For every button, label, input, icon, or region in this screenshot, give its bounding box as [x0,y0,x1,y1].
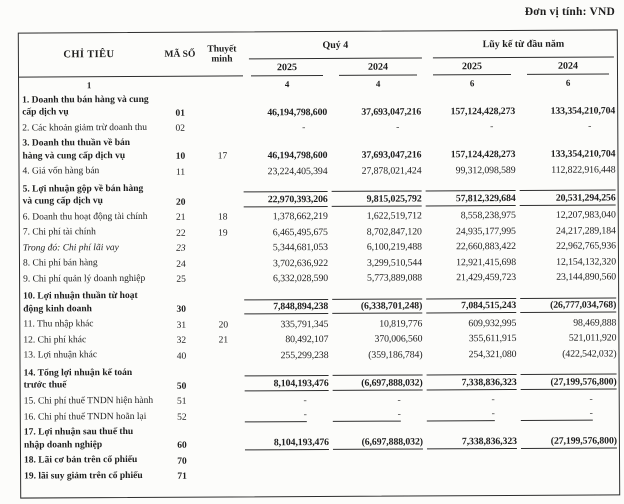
row-value-text: 3,299,510,544 [366,256,423,269]
row-value-text: 22,660,883,422 [456,240,516,253]
row-value-ytd-2024 [520,332,618,344]
row-value-text: - [396,121,400,133]
row-value-q4-2024 [332,349,426,360]
column-index: 1 [86,79,92,90]
header-group-quy4: Quý 4 [249,31,422,59]
row-value-q4-2024 [332,257,426,268]
row-code: 32 [176,335,187,346]
row-value-text [245,480,329,481]
column-index: 6 [565,77,571,88]
row-value-text [333,479,423,480]
row-value-text [427,463,517,464]
row-value-text: (26,777,034,768) [520,297,616,313]
row-code: 11 [175,167,186,178]
row-value-text: 5,773,889,088 [366,272,423,284]
row-value-ytd-2024 [521,407,619,421]
row-value-text: (6,338,701,248) [332,298,422,314]
row-value-text: 355,611,915 [468,332,517,345]
row-note: 20 [218,319,229,331]
table-row [19,161,617,180]
row-value-text: 1,378,662,219 [272,210,328,223]
row-value-text [427,479,517,480]
row-value-ytd-2025 [427,479,521,480]
row-value-text: 37,693,047,216 [361,149,422,161]
row-value-text: - [491,394,495,406]
table-row [20,286,618,317]
row-value-ytd-2025 [426,297,520,313]
row-label: 2. Các khoản giảm trừ doanh thu [22,122,147,134]
row-code: 60 [177,440,187,451]
row-value-q4-2025 [245,464,333,465]
row-value-q4-2024 [332,241,426,252]
row-value-text: (6,697,888,032) [333,374,423,390]
unit-label: Đơn vị tính: VND [524,6,615,18]
row-code: 25 [176,274,186,285]
row-value-q4-2025 [245,395,333,406]
row-note: 19 [218,227,228,239]
row-value-text: - [588,120,592,132]
row-value-text: 133,354,210,704 [550,148,616,160]
row-value-text: 7,338,836,323 [427,436,517,449]
table-row [21,362,619,393]
row-value-text: 20,531,294,256 [520,189,616,205]
row-value-q4-2025 [243,165,331,176]
row-value-q4-2025 [244,318,332,329]
row-code: 01 [175,108,185,119]
row-value-text: 521,011,920 [568,332,617,344]
row-value-ytd-2025 [426,190,520,206]
row-value-text: - [397,394,401,406]
row-value-ytd-2024 [519,164,617,176]
row-value-ytd-2025 [427,463,521,464]
row-value-ytd-2024 [520,271,618,283]
row-value-text: (27,199,576,800) [521,373,617,389]
row-value-ytd-2025 [426,272,520,283]
row-value-text: 27,878,021,424 [361,164,422,177]
row-value-q4-2024 [332,333,426,344]
row-value-q4-2025 [244,242,332,253]
row-value-q4-2024 [333,479,427,480]
row-value-text: 22,962,765,936 [556,240,616,252]
row-label: 8. Chi phí bán hàng [22,258,98,269]
row-value-ytd-2024 [521,435,619,449]
row-label: Trong đó: Chi phí lãi vay [22,242,119,254]
row-value-text: - [302,122,306,134]
row-value-text: 8,104,193,476 [245,437,329,450]
row-code: 31 [176,320,187,331]
row-value-text: - [589,393,593,405]
row-value-text [245,464,329,465]
row-label: 15. Chi phí thuế TNDN hiện hành [23,395,154,407]
row-note: 18 [217,212,228,223]
row-label: 9. Chi phí quản lý doanh nghiệp [23,273,146,285]
row-value-text: 7,848,894,238 [244,298,328,314]
row-value-text: 23,224,405,394 [267,165,328,177]
row-value-text: - [333,409,401,422]
row-label: 5. Lợi nhuận gộp về bán hàng và cung cấp dịch vụ [22,183,144,207]
row-value-q4-2025 [243,106,331,117]
row-value-ytd-2025 [426,256,520,267]
header-year-ytd-2025: 2025 [433,58,511,75]
row-value-q4-2024 [333,436,427,449]
row-value-text: 7,338,836,323 [427,374,517,390]
row-value-ytd-2024 [520,189,618,205]
row-value-q4-2025 [244,298,332,314]
row-value-q4-2025 [244,273,332,284]
row-label: 12. Chi phí khác [23,334,87,346]
row-value-ytd-2024 [521,463,619,465]
row-value-text: 255,299,238 [280,349,329,361]
row-value-ytd-2024 [519,105,617,117]
row-value-text: - [521,408,593,421]
row-value-text: 5,344,681,053 [272,241,328,254]
row-label: 19. lãi suy giảm trên cổ phiếu [24,470,143,482]
row-value-text: - [245,409,307,422]
row-value-ytd-2025 [426,333,520,344]
row-label: 18. Lãi cơ bản trên cổ phiếu [23,454,138,466]
row-code: 24 [176,259,186,270]
row-value-text: 46,194,798,600 [267,149,328,162]
row-value-q4-2025 [243,122,331,133]
row-value-ytd-2024 [519,120,617,132]
row-label: 11. Thu nhập khác [23,319,94,330]
header-year-ytd-2024: 2024 [527,57,609,74]
row-value-q4-2024 [332,318,426,329]
row-code: 40 [176,351,187,362]
row-value-ytd-2025 [425,105,519,116]
table-row [20,178,618,209]
row-value-text: (422,542,032) [562,347,617,360]
table-row [20,268,618,287]
header-thuyet-minh-text: Thuyết minh [207,43,237,65]
row-note: 17 [217,151,228,162]
row-value-ytd-2025 [425,121,519,132]
row-label: 10. Lợi nhuận thuần từ hoạt động kinh doanh [23,290,138,315]
table-body [19,89,619,484]
row-value-text: - [490,121,494,133]
row-value-ytd-2025 [426,225,520,236]
row-value-q4-2025 [245,480,333,481]
row-value-ytd-2025 [427,408,521,421]
row-value-text: 3,702,636,922 [272,257,329,269]
row-value-q4-2024 [333,464,427,465]
row-value-text: 21,429,459,723 [456,271,517,284]
row-value-q4-2024 [332,210,426,221]
row-code: 50 [176,381,187,392]
row-value-text: (359,186,784) [368,348,423,361]
row-value-q4-2024 [332,190,426,206]
row-value-ytd-2025 [426,348,520,359]
column-index: 4 [375,78,381,89]
row-label: 4. Giá vốn hàng bán [22,166,100,177]
row-value-q4-2024 [332,272,426,283]
row-value-text: 99,312,098,589 [455,164,516,176]
row-value-q4-2024 [331,165,425,176]
row-value-text: 22,970,393,206 [244,191,328,207]
header-year-q4-2024: 2024 [339,58,417,75]
row-label: 13. Lợi nhuận khác [23,350,98,361]
row-value-q4-2025 [245,409,333,422]
row-value-text: 1,622,519,712 [366,210,422,222]
row-value-ytd-2025 [427,436,521,449]
row-value-text: 57,812,329,684 [426,190,516,206]
row-value-text: 12,207,983,040 [555,209,616,221]
row-value-text: - [427,408,495,421]
row-value-ytd-2025 [426,241,520,252]
row-value-ytd-2024 [521,373,619,389]
row-label: 17. Lợi nhuận sau thuế thu nhập doanh nghiệp [23,426,134,451]
row-value-ytd-2025 [425,164,519,175]
row-value-q4-2025 [244,211,332,222]
row-value-q4-2024 [332,298,426,314]
row-value-text: 6,465,495,675 [272,226,328,238]
row-value-ytd-2024 [520,240,618,252]
row-code: 71 [177,471,187,482]
column-index: 6 [469,77,475,88]
row-code: 22 [176,228,186,239]
row-value-text: 98,469,888 [573,316,617,329]
row-value-text: (6,697,888,032) [333,436,423,449]
row-label: 14. Tổng lợi nhuận kế toán trước thuế [23,367,133,391]
row-value-text: - [303,395,307,407]
table-row [20,345,618,364]
header-year-q4-2025: 2025 [251,59,323,76]
row-value-text: 6,100,219,488 [366,241,422,253]
row-code: 52 [177,412,187,423]
row-value-q4-2024 [331,121,425,132]
row-value-text: 370,006,560 [374,333,423,345]
row-value-ytd-2024 [520,209,618,221]
row-value-text: 157,124,428,273 [450,105,516,117]
row-label: 1. Doanh thu bán hàng và cung cấp dịch vụ [22,94,149,118]
row-value-ytd-2025 [427,394,521,405]
row-value-ytd-2024 [520,225,618,237]
table-row [19,89,617,120]
row-code: 21 [175,212,186,223]
row-value-q4-2024 [333,374,427,390]
row-value-text: 9,815,025,792 [332,190,422,206]
row-code: 02 [175,123,186,134]
row-label: 7. Chi phí tài chính [22,227,96,238]
column-index: 4 [284,78,290,89]
row-value-ytd-2025 [425,149,519,160]
row-value-text: 8,104,193,476 [245,375,329,391]
header-ma-so: MÃ SỐ [159,33,201,77]
row-value-text: 335,791,345 [280,318,329,330]
row-code: 10 [175,151,186,162]
row-value-q4-2025 [245,437,333,450]
header-chi-tieu: CHỈ TIÊU [19,33,159,78]
row-value-q4-2025 [244,191,332,207]
row-code: 70 [177,456,187,467]
row-value-text: 24,935,177,995 [455,225,516,237]
row-value-ytd-2024 [520,256,618,268]
row-value-ytd-2024 [520,297,618,313]
row-value-text: 157,124,428,273 [450,148,516,161]
row-value-q4-2025 [244,334,332,345]
row-value-text: 7,084,515,243 [426,297,516,313]
row-value-text: 8,702,847,120 [366,225,422,238]
row-value-text: 133,354,210,704 [550,104,616,117]
row-value-text [333,464,423,465]
row-value-q4-2025 [245,375,333,391]
row-label: 16. Chi phí thuế TNDN hoãn lại [23,411,147,423]
row-value-text: 80,492,107 [285,333,329,346]
row-value-ytd-2024 [520,348,618,360]
row-value-text: 23,144,890,560 [556,271,617,283]
row-note: 21 [218,335,229,346]
row-code: 30 [176,304,187,315]
row-value-text: 10,819,776 [379,317,423,330]
row-value-text: 8,558,238,975 [460,209,516,222]
row-value-q4-2024 [333,408,427,421]
row-value-ytd-2024 [521,478,619,480]
row-value-ytd-2025 [426,210,520,221]
row-value-q4-2024 [331,106,425,117]
row-value-text: 12,154,132,320 [556,255,617,268]
header-group-luy-ke: Lũy kế từ đầu năm [433,30,614,58]
row-value-text: 24,217,289,184 [555,224,616,237]
row-value-q4-2025 [244,349,332,360]
row-value-ytd-2025 [426,317,520,328]
income-statement-table [18,29,620,498]
row-value-q4-2024 [333,394,427,405]
row-value-text [521,463,617,465]
table-row [21,465,619,484]
row-value-ytd-2024 [521,393,619,405]
row-code: 23 [176,243,186,254]
table-row [21,422,619,453]
table-row [19,133,617,164]
row-value-text: 112,822,916,448 [551,163,616,176]
row-value-text: 609,932,995 [468,317,517,329]
row-value-q4-2025 [244,226,332,237]
row-value-text [521,478,617,480]
header-thuyet-minh [201,32,243,76]
row-value-q4-2024 [332,226,426,237]
row-value-q4-2025 [244,257,332,268]
row-value-ytd-2025 [427,374,521,390]
row-value-text: (27,199,576,800) [521,435,617,449]
row-code: 20 [175,197,186,208]
row-value-text: 12,921,415,698 [456,256,517,268]
row-label: 6. Doanh thu hoạt động tài chính [22,211,148,223]
row-value-text: 37,693,047,216 [361,105,422,118]
row-label: 3. Doanh thu thuần về bán hàng và cung cấp dịch vụ [22,137,131,162]
row-value-ytd-2024 [519,148,617,160]
row-value-text: 254,321,080 [468,348,517,360]
row-value-q4-2024 [331,149,425,160]
table-header [19,30,617,77]
row-value-text: 46,194,798,600 [267,106,328,118]
row-value-text: 6,332,028,590 [273,272,329,285]
row-value-q4-2025 [243,150,331,161]
row-code: 51 [176,396,187,407]
row-value-ytd-2024 [520,317,618,329]
